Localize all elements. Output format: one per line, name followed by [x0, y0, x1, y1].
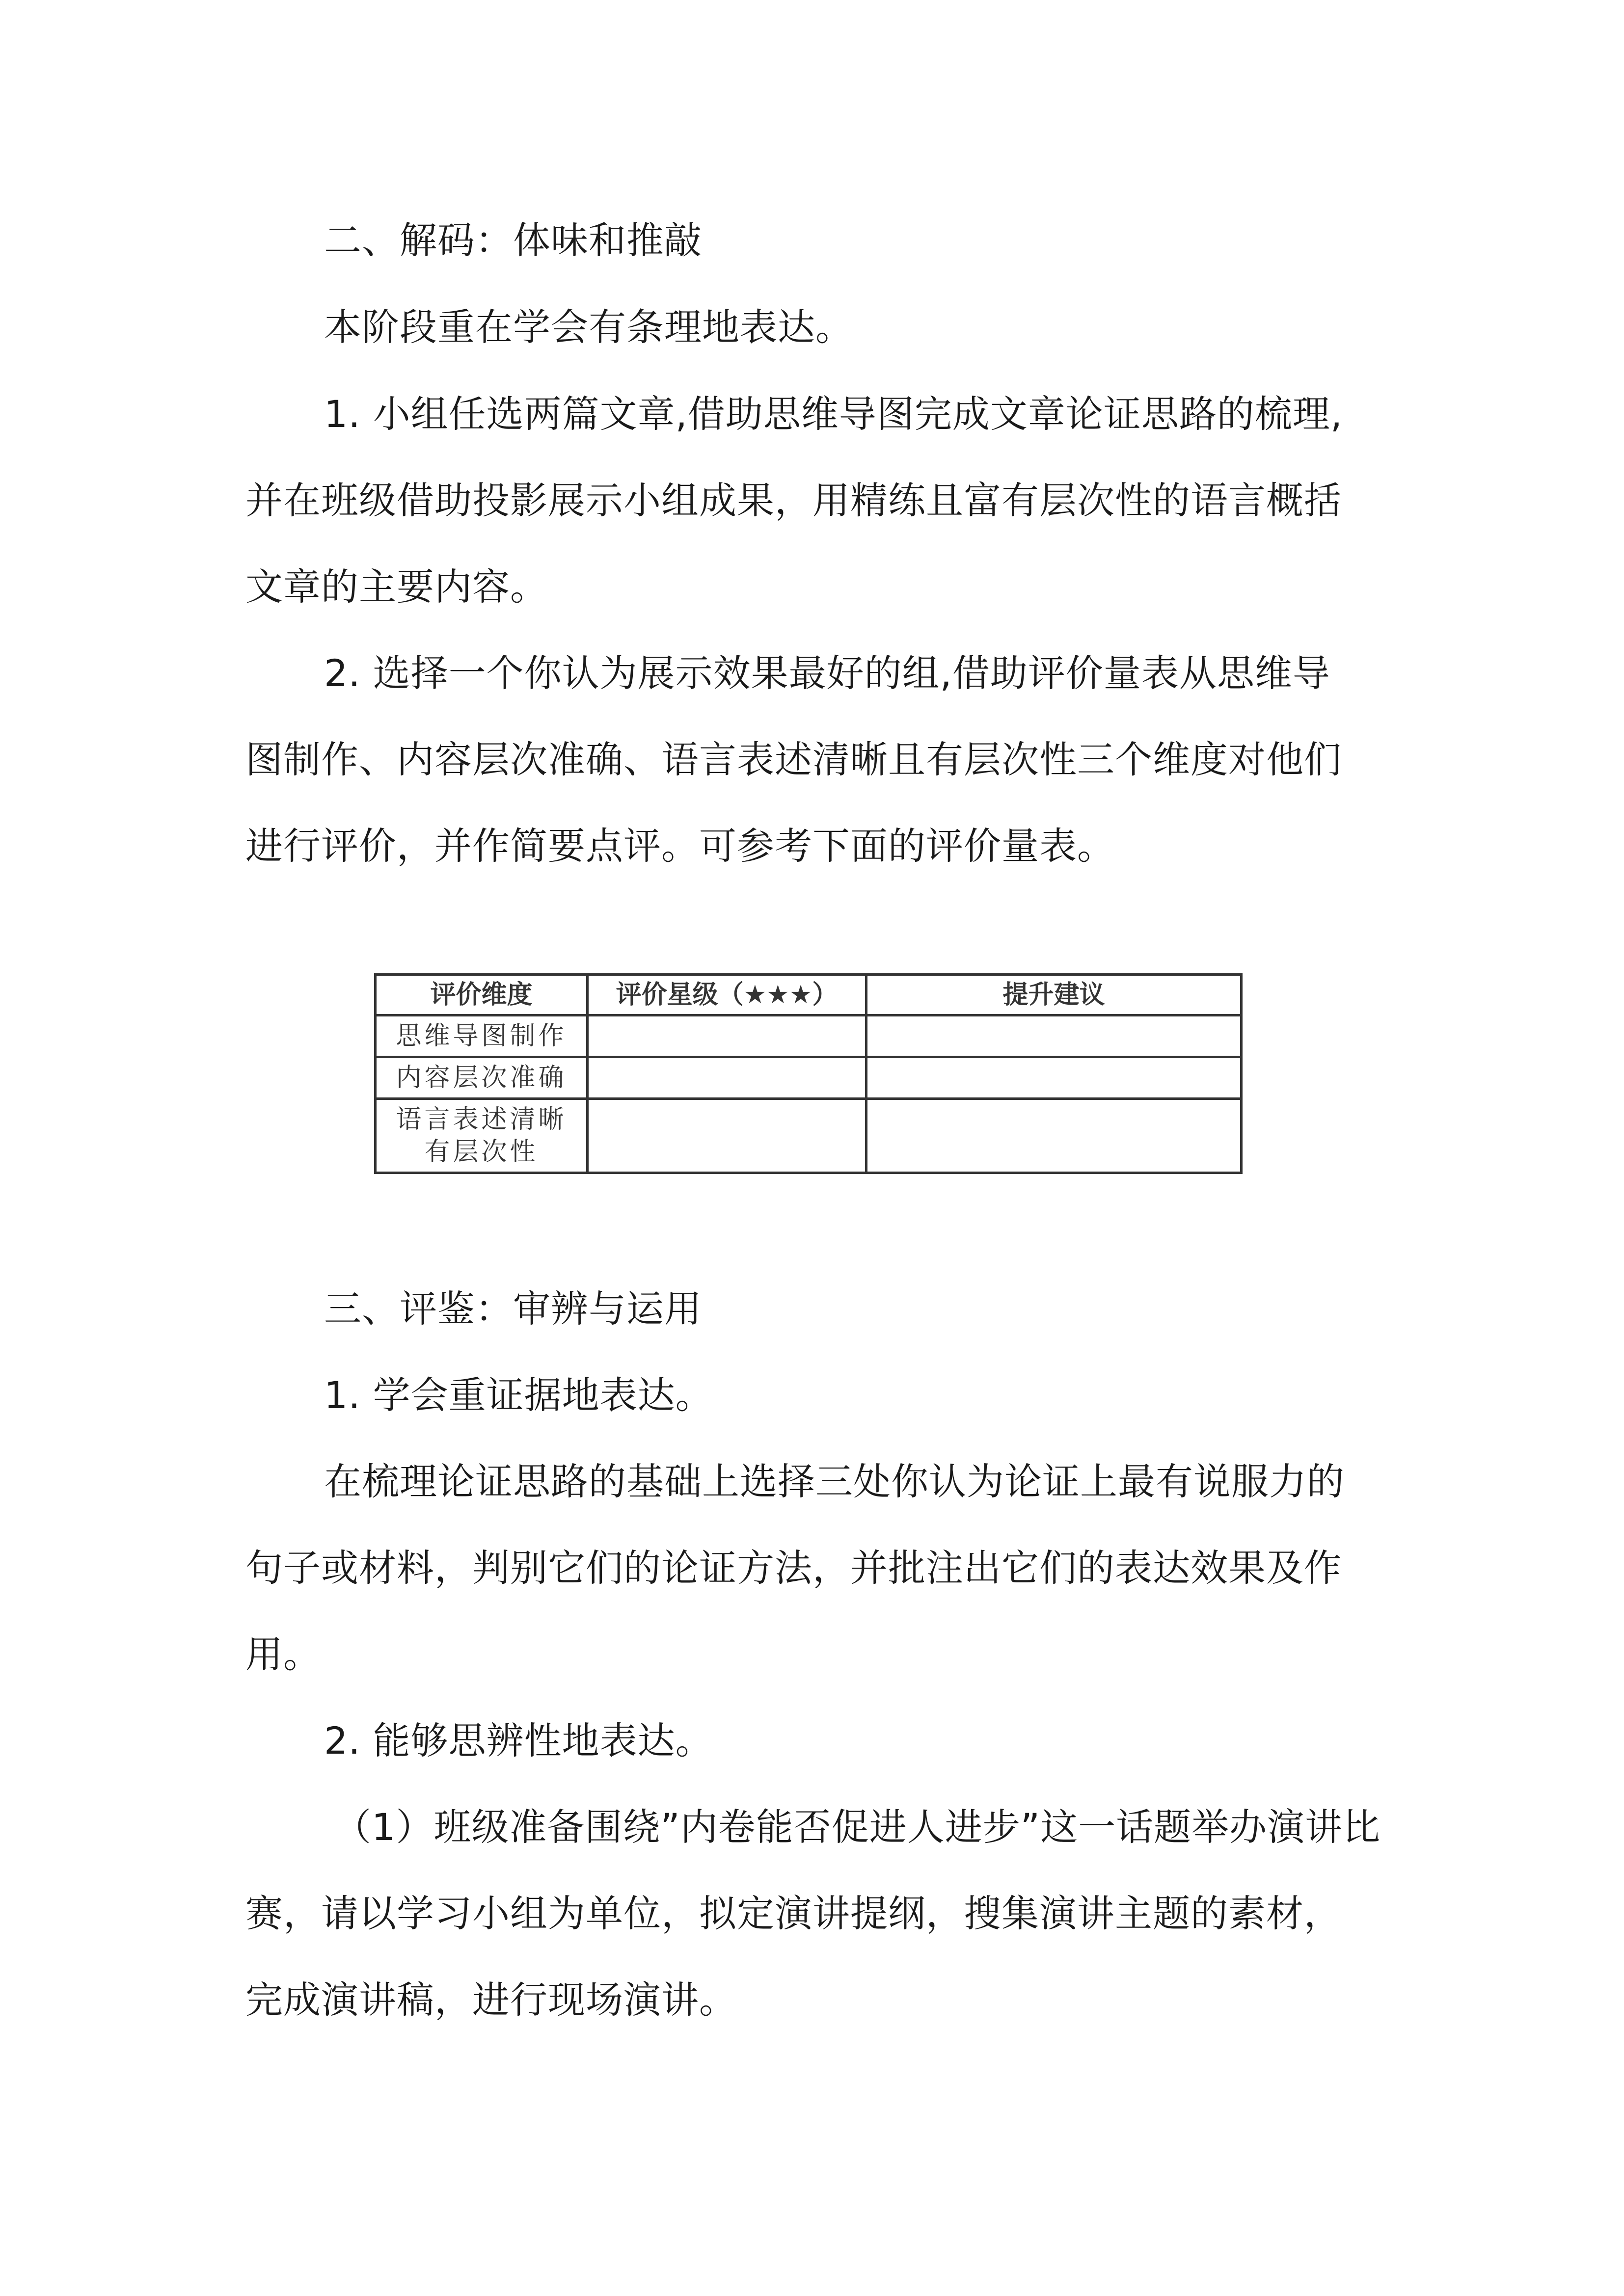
row-dimension: 思维导图制作: [376, 1015, 588, 1057]
rating-cell: [588, 1099, 866, 1173]
evaluation-table: [374, 973, 1240, 1168]
section3-item2-title: 2. 能够思辨性地表达。: [324, 1719, 713, 1762]
header-rating: 评价星级（★★★）: [588, 975, 866, 1015]
suggestion-cell: [866, 1057, 1242, 1099]
section3-item1-line2: 句子或材料，判别它们的论证方法，并批注出它们的表达效果及作: [245, 1546, 1342, 1590]
item2-line1: 2. 选择一个你认为展示效果最好的组,借助评价量表从思维导: [324, 651, 1330, 695]
header-suggestion: 提升建议: [866, 975, 1242, 1015]
item1-line3: 文章的主要内容。: [245, 565, 548, 609]
section2-intro: 本阶段重在学会有条理地表达。: [324, 305, 853, 349]
suggestion-cell: [866, 1015, 1242, 1057]
item2-line2: 图制作、内容层次准确、语言表述清晰且有层次性三个维度对他们: [245, 738, 1342, 781]
rating-cell: [588, 1057, 866, 1099]
section3-heading: 三、评鉴：审辨与运用: [324, 1287, 702, 1331]
item1-line2: 并在班级借助投影展示小组成果，用精练且富有层次性的语言概括: [245, 479, 1342, 522]
row-dimension: 内容层次准确: [376, 1057, 588, 1099]
row-dimension-line1: 语言表述清晰: [396, 1105, 567, 1134]
section3-item1-line1: 在梳理论证思路的基础上选择三处你认为论证上最有说服力的: [324, 1460, 1345, 1503]
item1-line1: 1. 小组任选两篇文章,借助思维导图完成文章论证思路的梳理,: [324, 392, 1343, 436]
header-dimension: 评价维度: [376, 975, 588, 1015]
row-dimension-line2: 有层次性: [424, 1137, 539, 1167]
suggestion-cell: [866, 1099, 1242, 1173]
row-dimension: [376, 1099, 588, 1173]
section3-sub1-line1: （1）班级准备围绕”内卷能否促进人进步”这一话题举办演讲比: [334, 1805, 1381, 1849]
section3-item1-line3: 用。: [245, 1632, 321, 1676]
section3-sub1-line2: 赛，请以学习小组为单位，拟定演讲提纲，搜集演讲主题的素材，: [245, 1892, 1342, 1935]
section3-item1-title: 1. 学会重证据地表达。: [324, 1373, 713, 1417]
item2-line3: 进行评价，并作简要点评。可参考下面的评价量表。: [245, 824, 1115, 868]
section3-sub1-line3: 完成演讲稿，进行现场演讲。: [245, 1978, 737, 2022]
section2-heading: 二、解码：体味和推敲: [324, 218, 702, 262]
rating-cell: [588, 1015, 866, 1057]
